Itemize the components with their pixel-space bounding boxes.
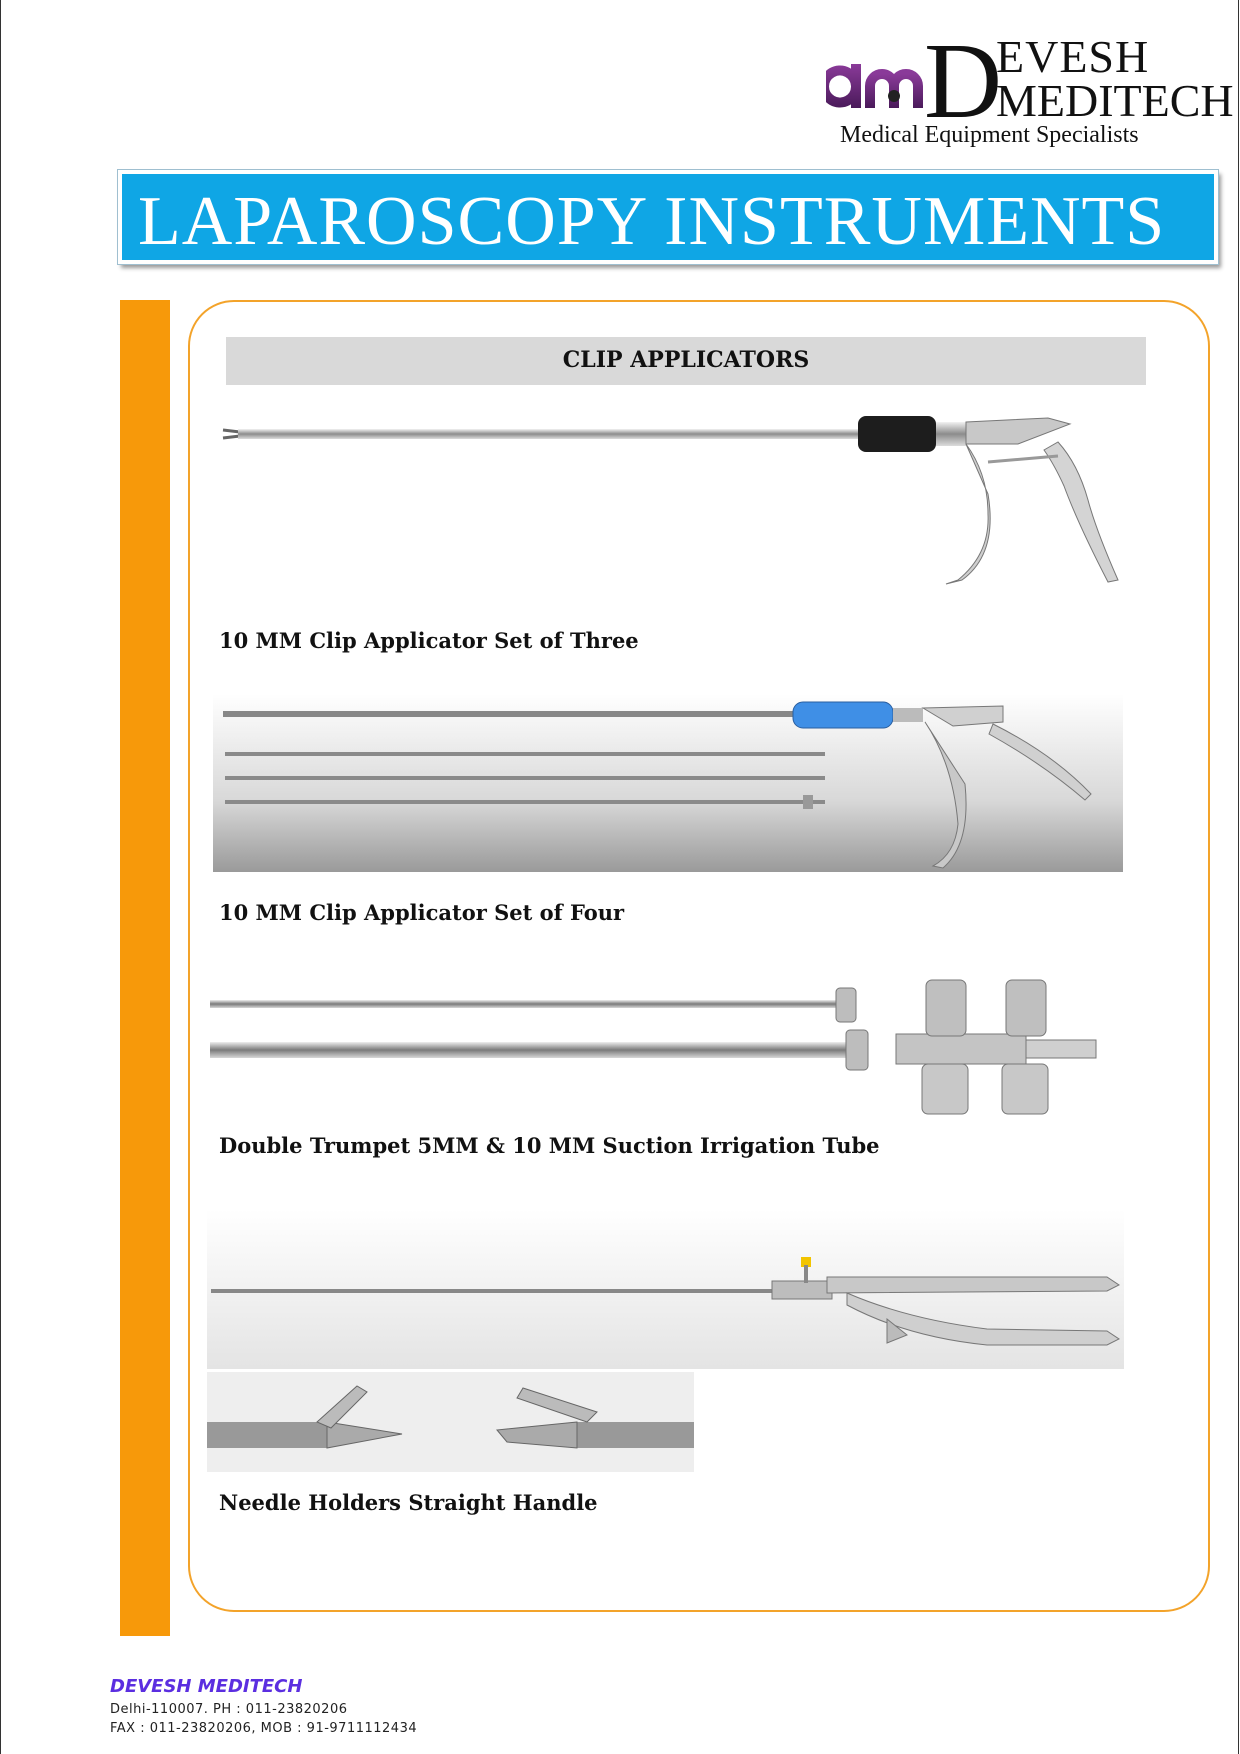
logo-d-letter: D [924,22,1002,141]
section-header [226,337,1146,385]
caption-clip-applicator-three: 10 MM Clip Applicator Set of Three [219,628,639,653]
footer-company: DEVESH MEDITECH [110,1676,303,1697]
caption-suction-irrigation-tube: Double Trumpet 5MM & 10 MM Suction Irrigation Tube [219,1133,880,1158]
logo-tagline: Medical Equipment Specialists [840,122,1139,148]
title-banner [118,170,1218,264]
caption-needle-holder: Needle Holders Straight Handle [219,1490,598,1515]
logo-devesh: EVESH [996,31,1150,82]
dm-logo-icon [826,46,936,116]
orange-side-bar [120,300,170,1636]
page-title: LAPAROSCOPY INSTRUMENTS [138,183,1166,260]
clip-applicator-four-image [213,694,1123,872]
caption-clip-applicator-four: 10 MM Clip Applicator Set of Four [219,900,625,925]
section-title: CLIP APPLICATORS [562,347,810,373]
suction-irrigation-tube-image [206,970,1120,1120]
company-logo [826,22,1234,150]
footer-contact: FAX : 011-23820206, MOB : 91-9711112434 [110,1721,418,1736]
clip-applicator-three-image [218,404,1130,594]
footer-address: Delhi-110007. PH : 011-23820206 [110,1702,348,1717]
needle-holder-jaws-image [207,1372,694,1472]
needle-holder-image [207,1209,1124,1369]
logo-meditech: MEDITECH [996,75,1234,126]
